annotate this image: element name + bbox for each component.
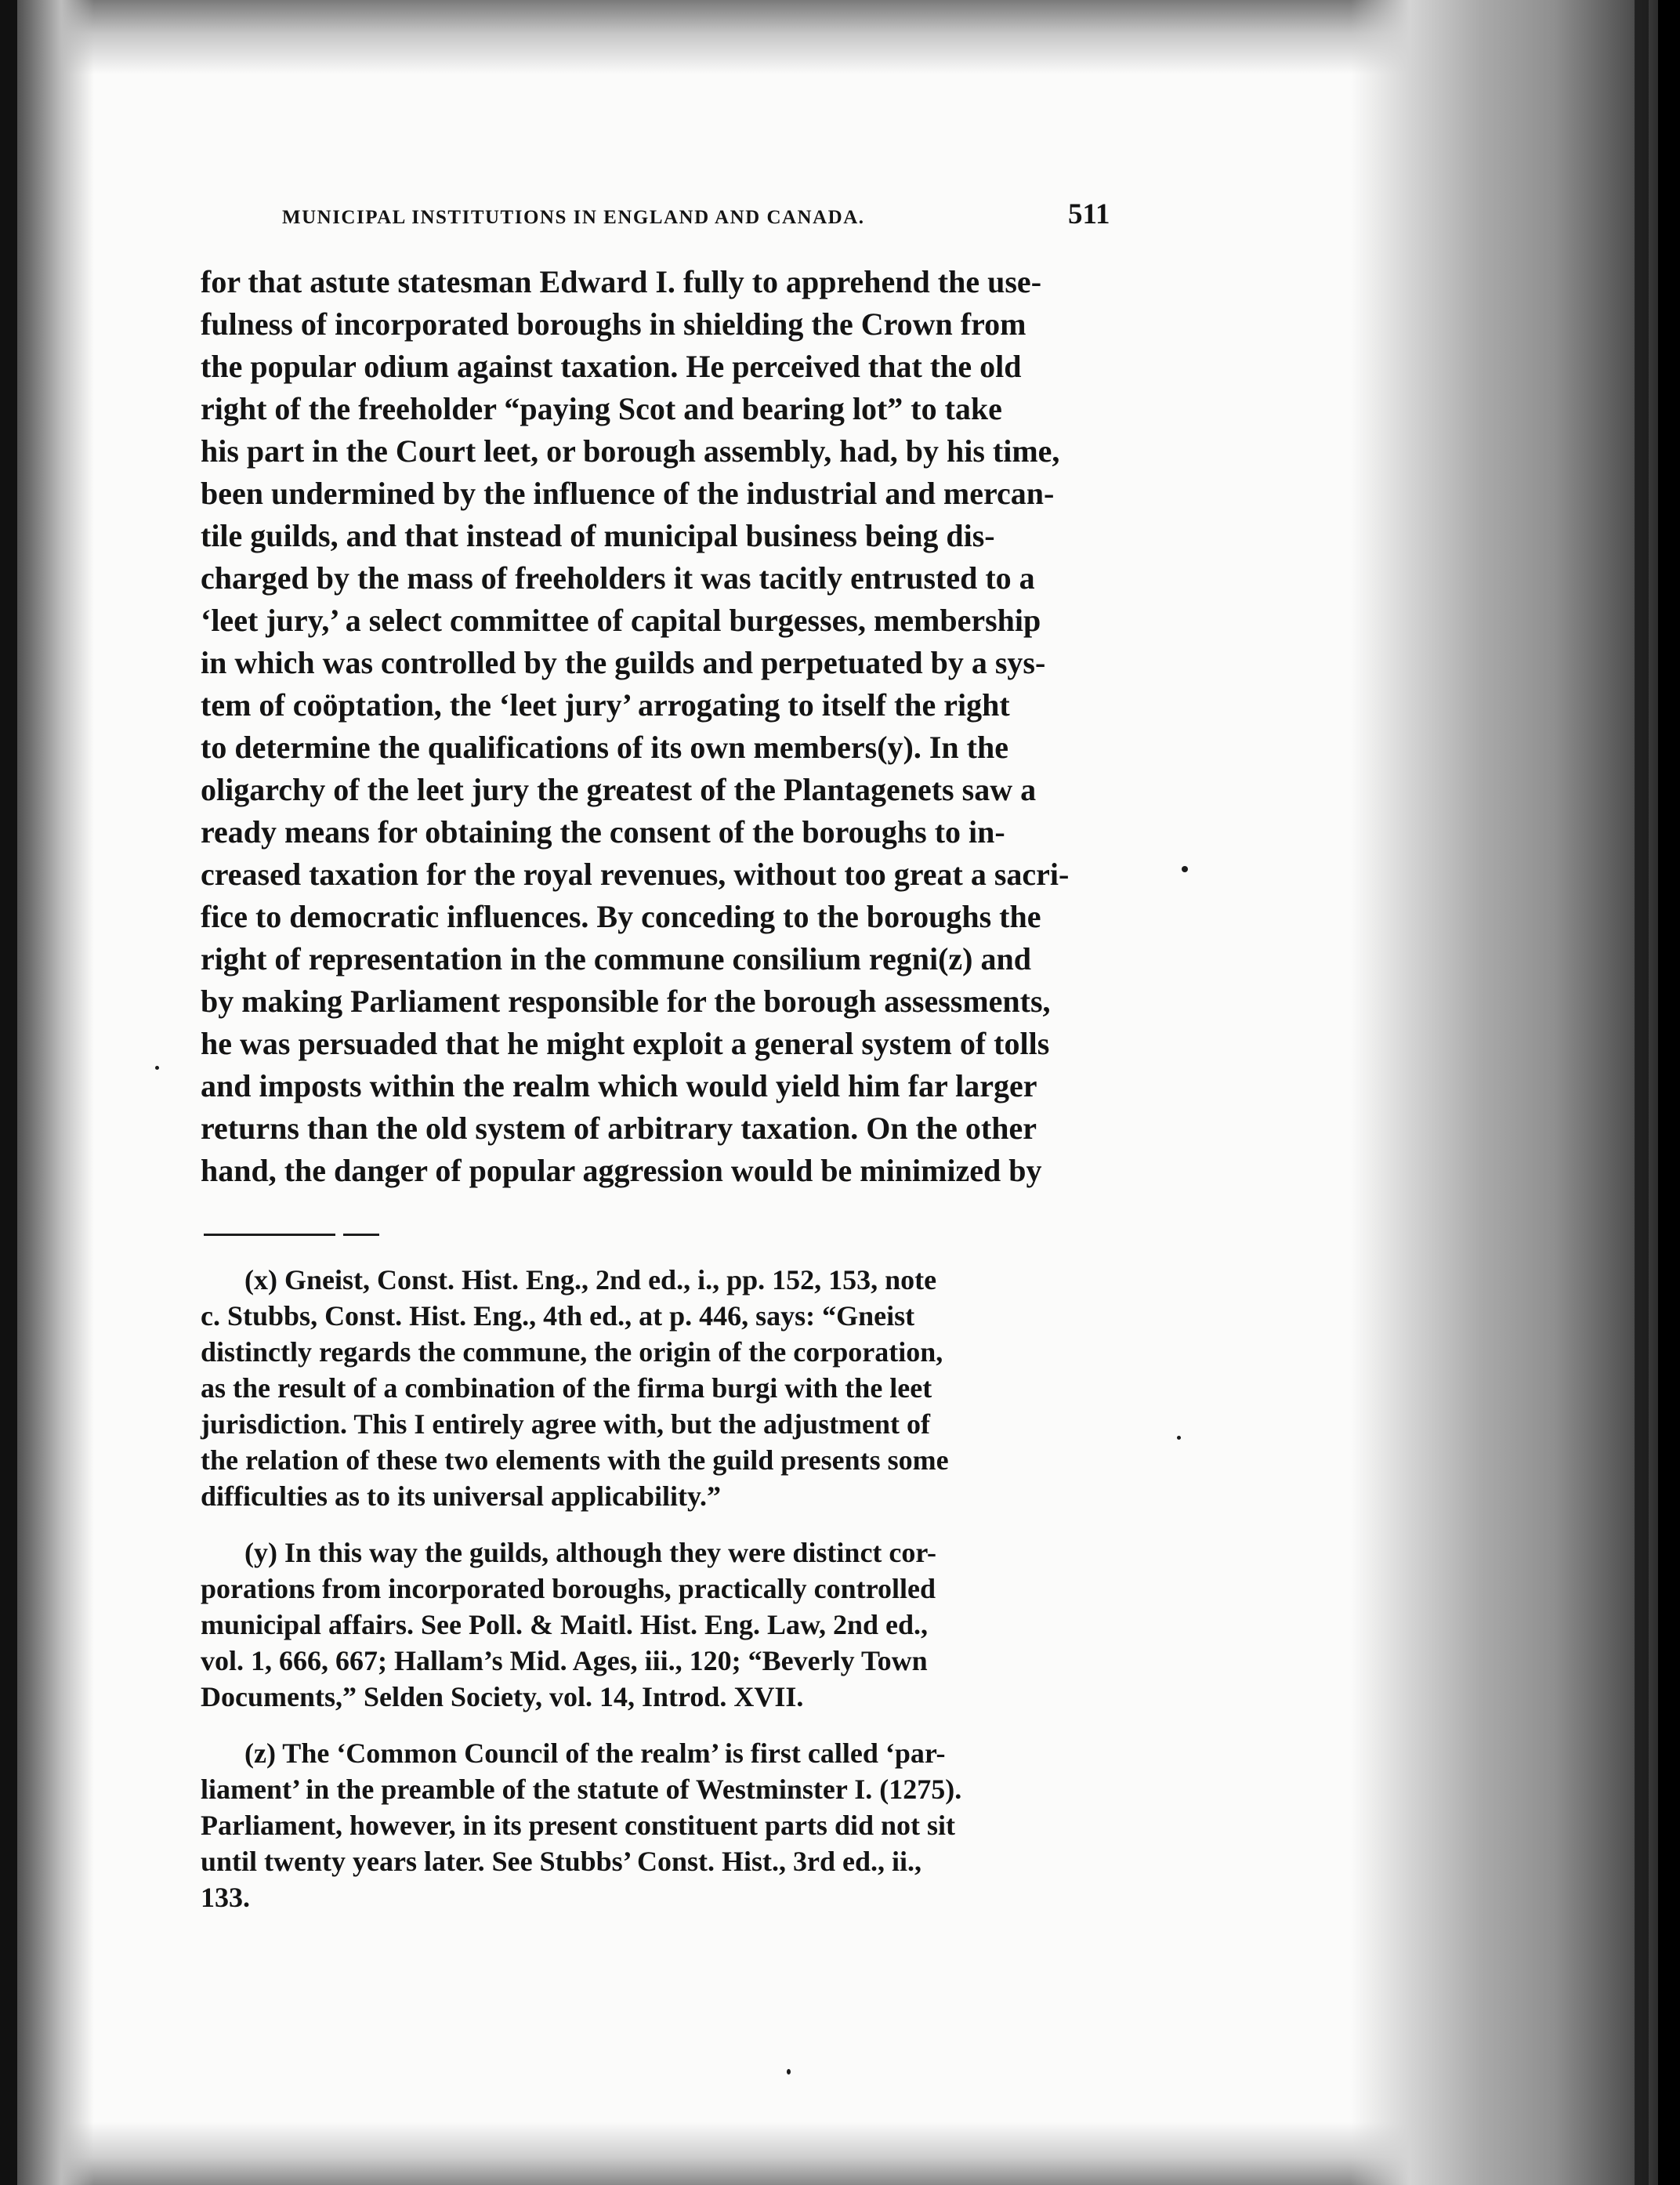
body-line: oligarchy of the leet jury the greatest of the Plantagenets saw a xyxy=(201,772,1037,807)
footnote-line: (x) Gneist, Const. Hist. Eng., 2nd ed., i., pp. 152, 153, note xyxy=(244,1264,937,1295)
scan-speck xyxy=(1177,1436,1181,1440)
footnote-line: liament’ in the preamble of the statute of Westminster I. (1275). xyxy=(201,1774,962,1805)
body-line: and imposts within the realm which would yield him far larger xyxy=(201,1068,1037,1103)
body-line: by making Parliament responsible for the borough assessments, xyxy=(201,984,1051,1019)
body-line: for that astute statesman Edward I. fully to apprehend the use- xyxy=(201,264,1042,299)
running-title: MUNICIPAL INSTITUTIONS IN ENGLAND AND CANADA. xyxy=(282,207,865,228)
body-line: charged by the mass of freeholders it was tacitly entrusted to a xyxy=(201,560,1035,596)
body-line: been undermined by the influence of the industrial and mercan- xyxy=(201,476,1055,511)
scan-shadow-right xyxy=(1351,0,1680,2185)
body-line: hand, the danger of popular aggression would be minimized by xyxy=(201,1153,1042,1188)
footnote-line: c. Stubbs, Const. Hist. Eng., 4th ed., at p. 446, says: “Gneist xyxy=(201,1300,915,1332)
body-line: in which was controlled by the guilds and perpetuated by a sys- xyxy=(201,645,1046,680)
footnote-y xyxy=(201,1535,1125,1715)
body-line: fice to democratic influences. By conceding to the boroughs the xyxy=(201,899,1041,934)
body-line: tile guilds, and that instead of municipal business being dis- xyxy=(201,518,995,553)
footnote-line: until twenty years later. See Stubbs’ Const. Hist., 3rd ed., ii., xyxy=(201,1846,922,1877)
footnote-z xyxy=(201,1735,1125,1915)
running-head xyxy=(157,196,1121,243)
footnote-line: Documents,” Selden Society, vol. 14, Introd. XVII. xyxy=(201,1681,804,1712)
scan-speck xyxy=(155,1066,159,1070)
scan-border-right xyxy=(1658,0,1680,2185)
scan-stripe-right xyxy=(1635,0,1649,2185)
footnote-line: 133. xyxy=(201,1882,250,1913)
footnote-line: Parliament, however, in its present constituent parts did not sit xyxy=(201,1810,955,1841)
footnote-line: (y) In this way the guilds, although they were distinct cor- xyxy=(244,1537,937,1568)
footnote-line: as the result of a combination of the firma burgi with the leet xyxy=(201,1372,932,1404)
footnote-x xyxy=(201,1262,1125,1514)
body-line: ready means for obtaining the consent of the boroughs to in- xyxy=(201,814,1005,850)
body-line: creased taxation for the royal revenues, without too great a sacri- xyxy=(201,857,1070,892)
footnote-line: distinctly regards the commune, the origin of the corporation, xyxy=(201,1336,943,1368)
body-line: returns than the old system of arbitrary taxation. On the other xyxy=(201,1111,1037,1146)
footnotes xyxy=(201,1262,1125,1936)
body-line: tem of coöptation, the ‘leet jury’ arrogating to itself the right xyxy=(201,687,1010,723)
page-content xyxy=(157,196,1121,1913)
body-text xyxy=(201,261,1125,1192)
footnote-line: the relation of these two elements with the guild presents some xyxy=(201,1444,949,1476)
body-line: right of the freeholder “paying Scot and bearing lot” to take xyxy=(201,391,1002,426)
footnote-line: (z) The ‘Common Council of the realm’ is first called ‘par- xyxy=(244,1737,946,1769)
footnote-line: municipal affairs. See Poll. & Maitl. Hist. Eng. Law, 2nd ed., xyxy=(201,1609,929,1640)
footnote-rule xyxy=(204,1234,335,1236)
scan-border-left xyxy=(0,0,17,2185)
page-number: 511 xyxy=(1068,198,1110,230)
body-line: ‘leet jury,’ a select committee of capital burgesses, membership xyxy=(201,603,1041,638)
body-line: fulness of incorporated boroughs in shielding the Crown from xyxy=(201,306,1026,342)
body-line: his part in the Court leet, or borough assembly, had, by his time, xyxy=(201,433,1060,469)
footnote-rule-short xyxy=(343,1234,379,1236)
footnote-line: vol. 1, 666, 667; Hallam’s Mid. Ages, iii., 120; “Beverly Town xyxy=(201,1645,928,1676)
footnote-line: porations from incorporated boroughs, practically controlled xyxy=(201,1573,936,1604)
scan-speck xyxy=(787,2069,791,2074)
scan-speck xyxy=(1182,866,1188,872)
footnote-line: jurisdiction. This I entirely agree with, but the adjustment of xyxy=(201,1408,931,1440)
body-line: to determine the qualifications of its own members(y). In the xyxy=(201,730,1008,765)
body-line: the popular odium against taxation. He perceived that the old xyxy=(201,349,1022,384)
body-line: he was persuaded that he might exploit a general system of tolls xyxy=(201,1026,1050,1061)
body-line: right of representation in the commune consilium regni(z) and xyxy=(201,941,1031,977)
footnote-line: difficulties as to its universal applicability.” xyxy=(201,1480,722,1512)
